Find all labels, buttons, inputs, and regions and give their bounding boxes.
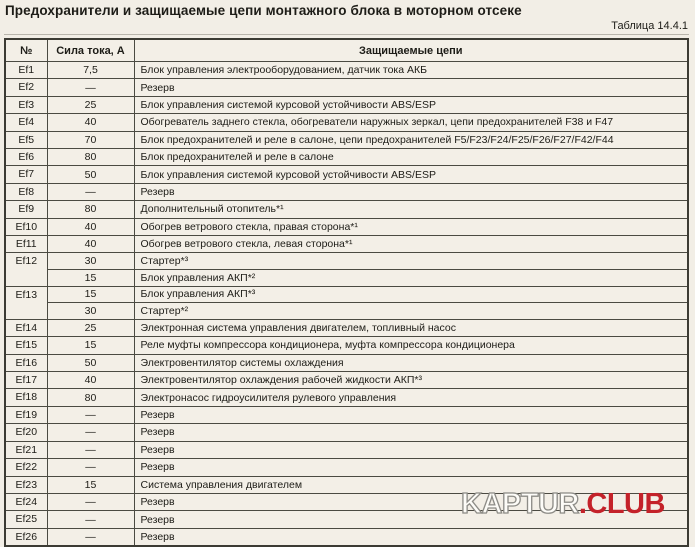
amperage-cell: 15 [47, 476, 134, 493]
circuit-cell: Обогрев ветрового стекла, правая сторона*¹ [134, 218, 688, 235]
column-header-number: № [5, 39, 47, 62]
table-caption: Таблица 14.4.1 [611, 20, 688, 32]
amperage-cell: 25 [47, 319, 134, 336]
amperage-cell: 80 [47, 389, 134, 406]
fuse-id-cell: Ef26 [5, 528, 47, 546]
amperage-cell: 50 [47, 354, 134, 371]
table-row [5, 131, 688, 148]
table-row [5, 441, 688, 458]
amperage-cell: 50 [47, 166, 134, 183]
amperage-cell: — [47, 493, 134, 510]
amperage-cell: 7,5 [47, 62, 134, 79]
amperage-cell: — [47, 441, 134, 458]
circuit-cell: Система управления двигателем [134, 476, 688, 493]
circuit-cell: Реле муфты компрессора кондиционера, муфта компрессора кондиционера [134, 337, 688, 354]
table-row [5, 114, 688, 131]
fuse-table [4, 38, 689, 547]
fuse-id-cell: Ef12 [5, 253, 47, 286]
amperage-cell: — [47, 424, 134, 441]
table-row [5, 183, 688, 200]
table-row [5, 337, 688, 354]
amperage-cell: — [47, 406, 134, 423]
circuit-cell: Электровентилятор системы охлаждения [134, 354, 688, 371]
amperage-cell: — [47, 79, 134, 96]
fuse-id-cell: Ef11 [5, 236, 47, 253]
table-row [5, 424, 688, 441]
circuit-cell: Резерв [134, 183, 688, 200]
table-row [5, 253, 688, 270]
fuse-id-cell: Ef3 [5, 96, 47, 113]
circuit-cell: Резерв [134, 493, 688, 510]
table-row [5, 96, 688, 113]
circuit-cell: Обогреватель заднего стекла, обогреватели наружных зеркал, цепи предохранителей F38 и F47 [134, 114, 688, 131]
table-row [5, 218, 688, 235]
amperage-cell: 30 [47, 303, 134, 320]
circuit-cell: Блок управления АКП*³ [134, 286, 688, 303]
watermark-outlined-text: KAPTUR [461, 488, 579, 520]
circuit-cell: Блок управления АКП*² [134, 270, 688, 287]
table-row [5, 354, 688, 371]
fuse-id-cell: Ef1 [5, 62, 47, 79]
circuit-cell: Стартер*³ [134, 253, 688, 270]
fuse-id-cell: Ef4 [5, 114, 47, 131]
fuse-id-cell: Ef2 [5, 79, 47, 96]
table-row [5, 303, 688, 320]
circuit-cell: Резерв [134, 459, 688, 476]
table-row [5, 236, 688, 253]
circuit-cell: Стартер*² [134, 303, 688, 320]
fuse-id-cell: Ef8 [5, 183, 47, 200]
table-row [5, 62, 688, 79]
circuit-cell: Резерв [134, 79, 688, 96]
amperage-cell: 70 [47, 131, 134, 148]
amperage-cell: 80 [47, 201, 134, 218]
amperage-cell: 80 [47, 149, 134, 166]
fuse-id-cell: Ef21 [5, 441, 47, 458]
amperage-cell: — [47, 183, 134, 200]
fuse-id-cell: Ef19 [5, 406, 47, 423]
fuse-id-cell: Ef24 [5, 493, 47, 510]
table-row [5, 319, 688, 336]
table-row [5, 389, 688, 406]
table-row [5, 372, 688, 389]
circuit-cell: Блок предохранителей и реле в салоне [134, 149, 688, 166]
amperage-cell: — [47, 528, 134, 546]
table-header-row [5, 39, 688, 62]
circuit-cell: Резерв [134, 424, 688, 441]
column-header-circuits: Защищаемые цепи [134, 39, 688, 62]
circuit-cell: Резерв [134, 528, 688, 546]
table-row [5, 406, 688, 423]
watermark [461, 487, 665, 521]
fuse-id-cell: Ef16 [5, 354, 47, 371]
table-row [5, 286, 688, 303]
fuse-id-cell: Ef20 [5, 424, 47, 441]
watermark-red-text: .CLUB [578, 488, 665, 520]
amperage-cell: — [47, 511, 134, 528]
table-row [5, 528, 688, 546]
amperage-cell: 15 [47, 337, 134, 354]
fuse-id-cell: Ef15 [5, 337, 47, 354]
fuse-id-cell: Ef17 [5, 372, 47, 389]
amperage-cell: 15 [47, 286, 134, 303]
circuit-cell: Обогрев ветрового стекла, левая сторона*¹ [134, 236, 688, 253]
fuse-id-cell: Ef14 [5, 319, 47, 336]
fuse-id-cell: Ef5 [5, 131, 47, 148]
circuit-cell: Дополнительный отопитель*¹ [134, 201, 688, 218]
fuse-table-body [5, 62, 688, 547]
amperage-cell: 25 [47, 96, 134, 113]
table-row [5, 149, 688, 166]
fuse-id-cell: Ef22 [5, 459, 47, 476]
amperage-cell: 40 [47, 236, 134, 253]
table-row [5, 166, 688, 183]
fuse-id-cell: Ef6 [5, 149, 47, 166]
fuse-id-cell: Ef7 [5, 166, 47, 183]
fuse-id-cell: Ef18 [5, 389, 47, 406]
table-row [5, 79, 688, 96]
amperage-cell: 40 [47, 372, 134, 389]
circuit-cell: Блок управления системой курсовой устойчивости ABS/ESP [134, 96, 688, 113]
amperage-cell: 30 [47, 253, 134, 270]
amperage-cell: 40 [47, 114, 134, 131]
circuit-cell: Резерв [134, 441, 688, 458]
fuse-id-cell: Ef13 [5, 286, 47, 319]
fuse-id-cell: Ef23 [5, 476, 47, 493]
table-row [5, 270, 688, 287]
fuse-id-cell: Ef9 [5, 201, 47, 218]
circuit-cell: Блок управления системой курсовой устойчивости ABS/ESP [134, 166, 688, 183]
table-row [5, 201, 688, 218]
column-header-amperage: Сила тока, А [47, 39, 134, 62]
circuit-cell: Электровентилятор охлаждения рабочей жидкости АКП*³ [134, 372, 688, 389]
circuit-cell: Электронасос гидроусилителя рулевого управления [134, 389, 688, 406]
circuit-cell: Резерв [134, 511, 688, 528]
divider-line [4, 34, 689, 35]
table-row [5, 459, 688, 476]
circuit-cell: Электронная система управления двигателем, топливный насос [134, 319, 688, 336]
circuit-cell: Резерв [134, 406, 688, 423]
amperage-cell: 15 [47, 270, 134, 287]
amperage-cell: — [47, 459, 134, 476]
fuse-id-cell: Ef25 [5, 511, 47, 528]
circuit-cell: Блок управления электрооборудованием, датчик тока АКБ [134, 62, 688, 79]
fuse-id-cell: Ef10 [5, 218, 47, 235]
page-title: Предохранители и защищаемые цепи монтажного блока в моторном отсеке [5, 3, 522, 18]
circuit-cell: Блок предохранителей и реле в салоне, цепи предохранителей F5/F23/F24/F25/F26/F27/F42/F44 [134, 131, 688, 148]
amperage-cell: 40 [47, 218, 134, 235]
